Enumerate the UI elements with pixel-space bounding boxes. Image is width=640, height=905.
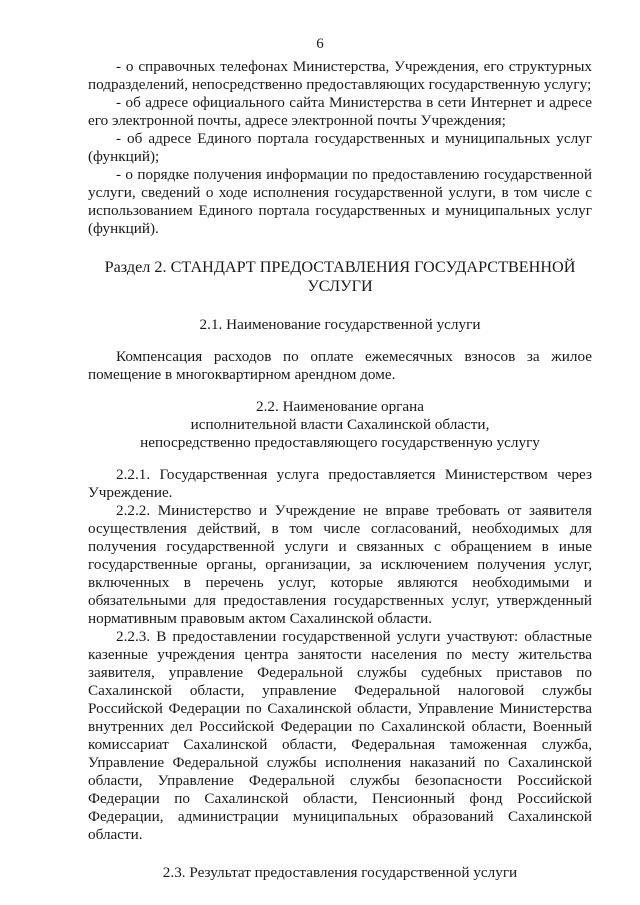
intro-item: - об адресе официального сайта Министерства в сети Интернет и адресе его электронной почты, адресе электронной почты Учреждения;	[88, 94, 592, 129]
page-body	[88, 58, 592, 882]
heading-line: 2.2. Наименование органа	[255, 398, 425, 415]
section-title	[88, 258, 592, 296]
intro-item: - о справочных телефонах Министерства, Учреждения, его структурных подразделений, непосредственно предоставляющих государственную услугу;	[88, 58, 592, 93]
section-title-line: УСЛУГИ	[307, 277, 373, 295]
subsection-heading: 2.3. Результат предоставления государственной услуги	[162, 864, 518, 881]
paragraph: 2.2.2. Министерство и Учреждение не вправе требовать от заявителя осуществления действий, в том числе согласований, необходимых для получения государственной услуги и связанных с обращением в иные государственные органы, организации, за исключением получения услуг, включенных в перечень услуг, которые являются необходимыми и обязательными для предоставления государственных услуг, утвержденный нормативным правовым актом Сахалинской области.	[88, 502, 592, 627]
intro-item: - об адресе Единого портала государственных и муниципальных услуг (функций);	[88, 130, 592, 165]
paragraph: Компенсация расходов по оплате ежемесячных взносов за жилое помещение в многоквартирном арендном доме.	[88, 348, 592, 383]
paragraph: 2.2.3. В предоставлении государственной услуги участвуют: областные казенные учреждения центра занятости населения по месту жительства заявителя, управление Федеральной службы судебных приставов по Сахалинской области, управление Федеральной налоговой службы Российской Федерации по Сахалинской области, Управление Министерства внутренних дел Российской Федерации по Сахалинской области, Военный комиссариат Сахалинской области, Федеральная таможенная служба, Управление Федеральной службы исполнения наказаний по Сахалинской области, Управление Федеральной службы безопасности Российской Федерации по Сахалинской области, Пенсионный фонд Российской Федерации, администрации муниципальных образований Сахалинской области.	[88, 628, 592, 843]
heading-line: непосредственно предоставляющего государственную услугу	[140, 434, 540, 451]
subsection-heading	[88, 398, 592, 452]
subsection-heading: 2.1. Наименование государственной услуги	[199, 316, 481, 333]
section-title-line: Раздел 2. СТАНДАРТ ПРЕДОСТАВЛЕНИЯ ГОСУДАРСТВЕННОЙ	[104, 258, 576, 276]
heading-line: исполнительной власти Сахалинской области,	[190, 416, 490, 433]
page-number: 6	[316, 36, 324, 52]
intro-item: - о порядке получения информации по предоставлению государственной услуги, сведений о ходе исполнения государственной услуги, в том числе с использованием Единого портала государственных и муниципальных услуг (функций).	[88, 166, 592, 237]
paragraph: 2.2.1. Государственная услуга предоставляется Министерством через Учреждение.	[88, 466, 592, 501]
